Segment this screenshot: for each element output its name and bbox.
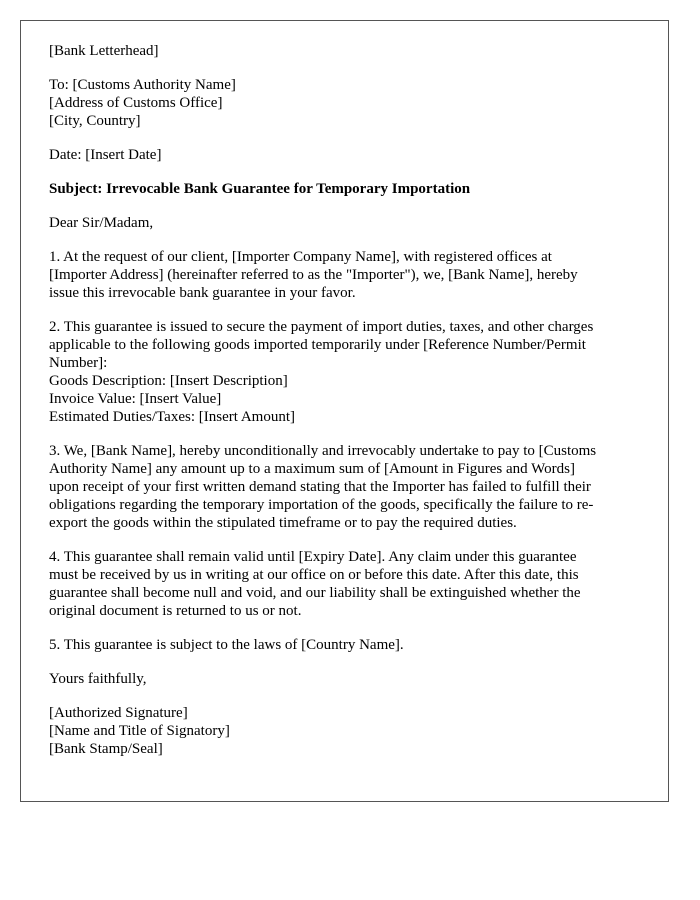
authorized-signature: [Authorized Signature] [49, 705, 188, 721]
recipient-name: To: [Customs Authority Name] [49, 77, 236, 93]
closing: Yours faithfully, [49, 671, 147, 687]
paragraph-line: export the goods within the stipulated timeframe or to pay the required duties. [49, 515, 517, 531]
paragraph-line: Goods Description: [Insert Description] [49, 373, 288, 389]
recipient-block [49, 76, 646, 130]
letter-subject: Subject: Irrevocable Bank Guarantee for Temporary Importation [49, 181, 471, 197]
recipient-city: [City, Country] [49, 113, 141, 129]
body-paragraph-1 [49, 248, 646, 302]
paragraph-line: 3. We, [Bank Name], hereby unconditionally and irrevocably undertake to pay to [Customs [49, 443, 597, 459]
paragraph-line: 2. This guarantee is issued to secure the payment of import duties, taxes, and other charges [49, 319, 594, 335]
letter-document [20, 20, 669, 802]
paragraph-line: Invoice Value: [Insert Value] [49, 391, 222, 407]
paragraph-line: upon receipt of your first written demand stating that the Importer has failed to fulfill their [49, 479, 591, 495]
recipient-address: [Address of Customs Office] [49, 95, 223, 111]
letterhead: [Bank Letterhead] [49, 43, 159, 59]
paragraph-line: applicable to the following goods imported temporarily under [Reference Number/Permit [49, 337, 586, 353]
body-paragraph-3 [49, 442, 646, 532]
paragraph-line: Number]: [49, 355, 108, 371]
salutation: Dear Sir/Madam, [49, 215, 154, 231]
body-paragraph-2 [49, 318, 646, 426]
paragraph-line: Estimated Duties/Taxes: [Insert Amount] [49, 409, 295, 425]
paragraph-line: 1. At the request of our client, [Importer Company Name], with registered offices at [49, 249, 552, 265]
paragraph-line: issue this irrevocable bank guarantee in your favor. [49, 285, 356, 301]
paragraph-line: 4. This guarantee shall remain valid until [Expiry Date]. Any claim under this guarantee [49, 549, 577, 565]
signatory-name-title: [Name and Title of Signatory] [49, 723, 230, 739]
body-paragraphs [49, 248, 646, 654]
paragraph-line: original document is returned to us or not. [49, 603, 302, 619]
letter-date: Date: [Insert Date] [49, 147, 162, 163]
signature-block [49, 704, 646, 758]
paragraph-line: Authority Name] any amount up to a maximum sum of [Amount in Figures and Words] [49, 461, 575, 477]
paragraph-line: guarantee shall become null and void, and our liability shall be extinguished whether the [49, 585, 581, 601]
paragraph-line: 5. This guarantee is subject to the laws of [Country Name]. [49, 637, 404, 653]
body-paragraph-5 [49, 636, 646, 654]
bank-stamp-seal: [Bank Stamp/Seal] [49, 741, 163, 757]
paragraph-line: obligations regarding the temporary importation of the goods, specifically the failure to re- [49, 497, 594, 513]
paragraph-line: [Importer Address] (hereinafter referred to as the "Importer"), we, [Bank Name], hereby [49, 267, 578, 283]
body-paragraph-4 [49, 548, 646, 620]
paragraph-line: must be received by us in writing at our office on or before this date. After this date, this [49, 567, 579, 583]
